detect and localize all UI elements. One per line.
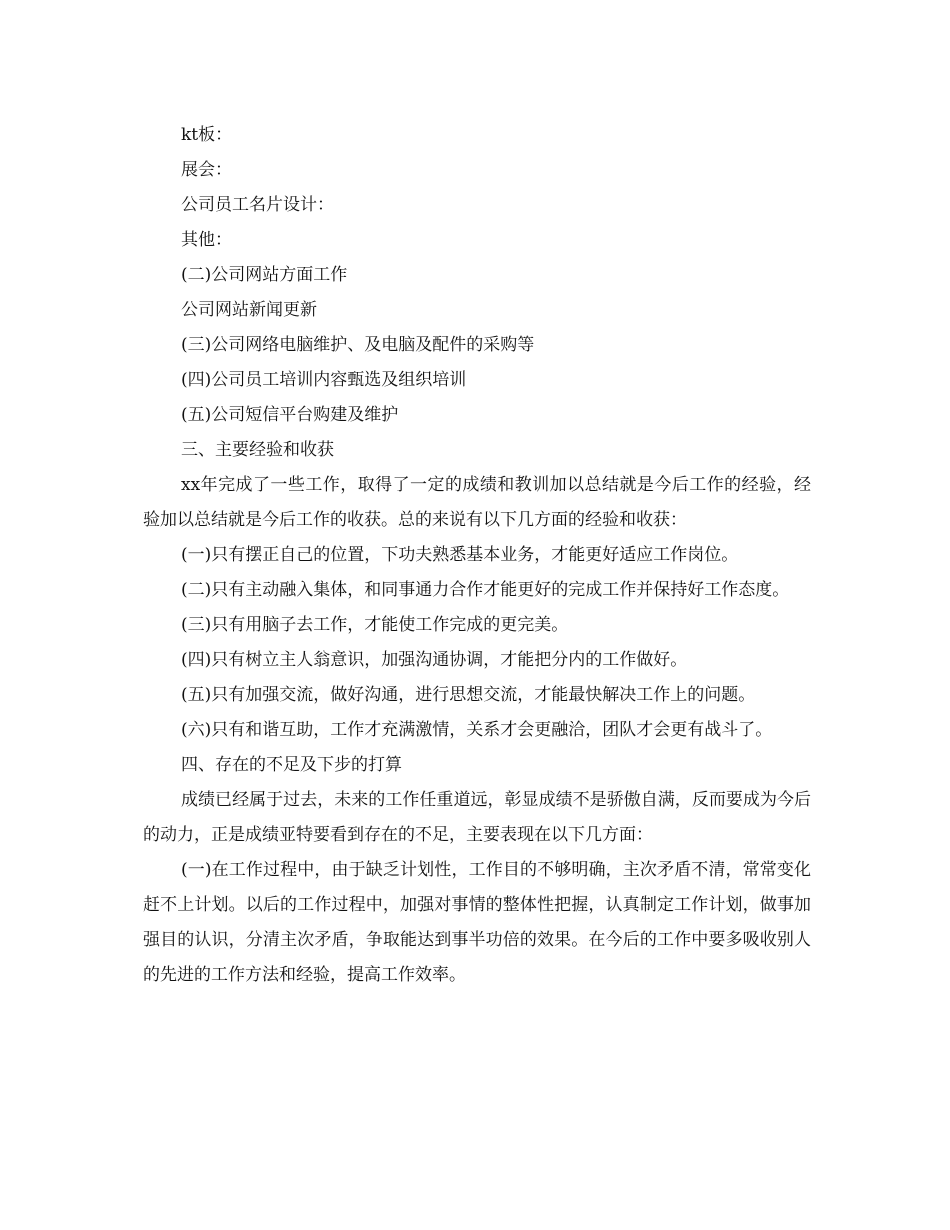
document-body xyxy=(143,118,811,993)
paragraph: (五)只有加强交流，做好沟通，进行思想交流，才能最快解决工作上的问题。 xyxy=(181,685,756,705)
paragraph: (六)只有和谐互助，工作才充满激情，关系才会更融洽，团队才会更有战斗了。 xyxy=(181,720,773,740)
paragraph: (一)在工作过程中，由于缺乏计划性，工作目的不够明确，主次矛盾不清，常常变化赶不上计划。以后的工作过程中，加强对事情的整体性把握，认真制定工作计划，做事加强目的认识，分清主次矛盾，争取能达到事半功倍的效果。在今后的工作中要多吸收别人的先进的工作方法和经验，提高工作效率。 xyxy=(143,860,811,985)
paragraph: 公司网站新闻更新 xyxy=(181,300,317,320)
paragraph: (四)只有树立主人翁意识，加强沟通协调，才能把分内的工作做好。 xyxy=(181,650,688,670)
paragraph: 展会： xyxy=(181,160,232,180)
section-heading: 四、存在的不足及下步的打算 xyxy=(181,755,402,775)
paragraph: 成绩已经属于过去，未来的工作任重道远，彰显成绩不是骄傲自满，反而要成为今后的动力，正是成绩亚特要看到存在的不足，主要表现在以下几方面： xyxy=(143,790,811,845)
paragraph: kt板： xyxy=(181,125,233,145)
paragraph: xx年完成了一些工作，取得了一定的成绩和教训加以总结就是今后工作的经验，经验加以总结就是今后工作的收获。总的来说有以下几方面的经验和收获： xyxy=(143,475,811,530)
paragraph: 公司员工名片设计： xyxy=(181,195,334,215)
paragraph: (二)只有主动融入集体，和同事通力合作才能更好的完成工作并保持好工作态度。 xyxy=(181,580,790,600)
section-heading: 三、主要经验和收获 xyxy=(181,440,334,460)
paragraph: (二)公司网站方面工作 xyxy=(181,265,348,285)
paragraph: (一)只有摆正自己的位置，下功夫熟悉基本业务，才能更好适应工作岗位。 xyxy=(181,545,739,565)
paragraph: (五)公司短信平台购建及维护 xyxy=(181,405,399,425)
paragraph: 其他： xyxy=(181,230,232,250)
paragraph: (四)公司员工培训内容甄选及组织培训 xyxy=(181,370,467,390)
paragraph: (三)公司网络电脑维护、及电脑及配件的采购等 xyxy=(181,335,535,355)
paragraph: (三)只有用脑子去工作，才能使工作完成的更完美。 xyxy=(181,615,569,635)
